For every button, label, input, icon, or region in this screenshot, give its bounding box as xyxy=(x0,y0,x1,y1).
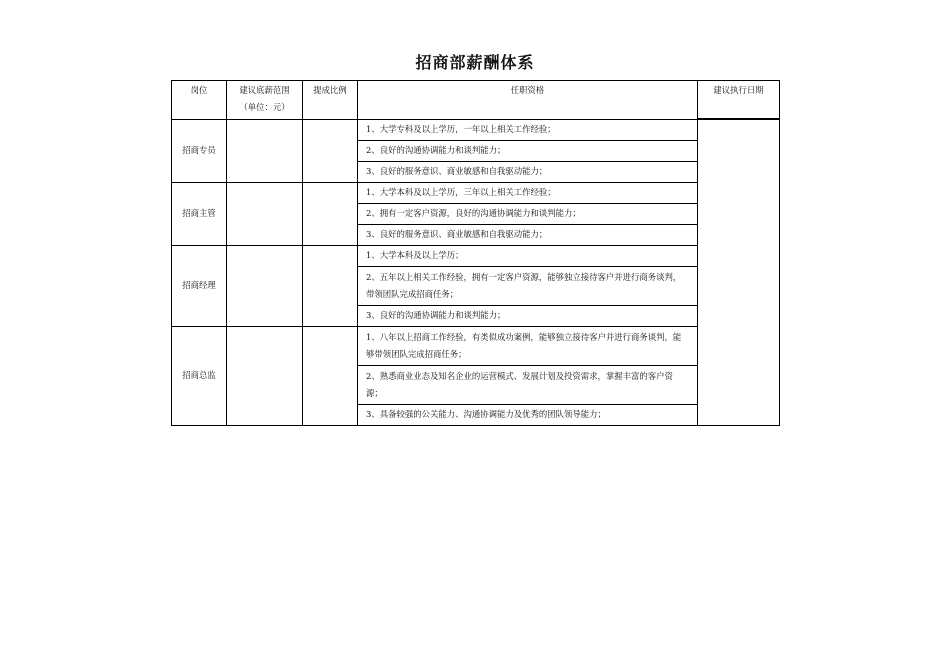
header-commission: 提成比例 xyxy=(303,81,358,120)
qualification-item: 2、熟悉商业业态及知名企业的运营模式、发展计划及投资需求，掌握丰富的客户资源； xyxy=(358,365,698,404)
effective-date-cell xyxy=(698,119,780,425)
salary-range-cell xyxy=(227,245,303,326)
qualification-item: 3、良好的沟通协调能力和谈判能力； xyxy=(358,305,698,326)
position-cell: 招商主管 xyxy=(172,182,227,245)
commission-cell xyxy=(303,182,358,245)
position-cell: 招商总监 xyxy=(172,326,227,425)
qualification-item: 1、八年以上招商工作经验，有类似成功案例，能够独立接待客户并进行商务谈判，能够带领团队完成招商任务； xyxy=(358,326,698,365)
position-cell: 招商专员 xyxy=(172,119,227,182)
salary-range-cell xyxy=(227,326,303,425)
commission-cell xyxy=(303,245,358,326)
header-qualifications: 任职资格 xyxy=(358,81,698,120)
qualification-item: 2、五年以上相关工作经验，拥有一定客户资源，能够独立接待客户并进行商务谈判，带领团队完成招商任务； xyxy=(358,266,698,305)
salary-table xyxy=(171,80,780,426)
header-salary-range-line2: （单位：元） xyxy=(239,102,290,112)
table-header-row xyxy=(172,81,780,120)
qualification-item: 1、大学专科及以上学历，一年以上相关工作经验； xyxy=(358,119,698,140)
position-cell: 招商经理 xyxy=(172,245,227,326)
qualification-item: 2、良好的沟通协调能力和谈判能力； xyxy=(358,140,698,161)
header-salary-range-line1: 建议底薪范围 xyxy=(239,85,290,95)
qualification-item: 1、大学本科及以上学历； xyxy=(358,245,698,266)
commission-cell xyxy=(303,119,358,182)
header-position: 岗位 xyxy=(172,81,227,120)
salary-range-cell xyxy=(227,119,303,182)
table-row xyxy=(172,119,780,140)
table-row xyxy=(172,245,780,266)
salary-range-cell xyxy=(227,182,303,245)
qualification-item: 1、大学本科及以上学历，三年以上相关工作经验； xyxy=(358,182,698,203)
commission-cell xyxy=(303,326,358,425)
table-row xyxy=(172,182,780,203)
header-salary-range xyxy=(227,81,303,120)
qualification-item: 3、良好的服务意识、商业敏感和自我驱动能力； xyxy=(358,224,698,245)
qualification-item: 3、良好的服务意识、商业敏感和自我驱动能力； xyxy=(358,161,698,182)
page-title: 招商部薪酬体系 xyxy=(415,53,535,72)
header-effective-date: 建议执行日期 xyxy=(698,81,780,120)
table-row xyxy=(172,326,780,365)
qualification-item: 3、具备较强的公关能力、沟通协调能力及优秀的团队领导能力； xyxy=(358,404,698,425)
qualification-item: 2、拥有一定客户资源，良好的沟通协调能力和谈判能力； xyxy=(358,203,698,224)
